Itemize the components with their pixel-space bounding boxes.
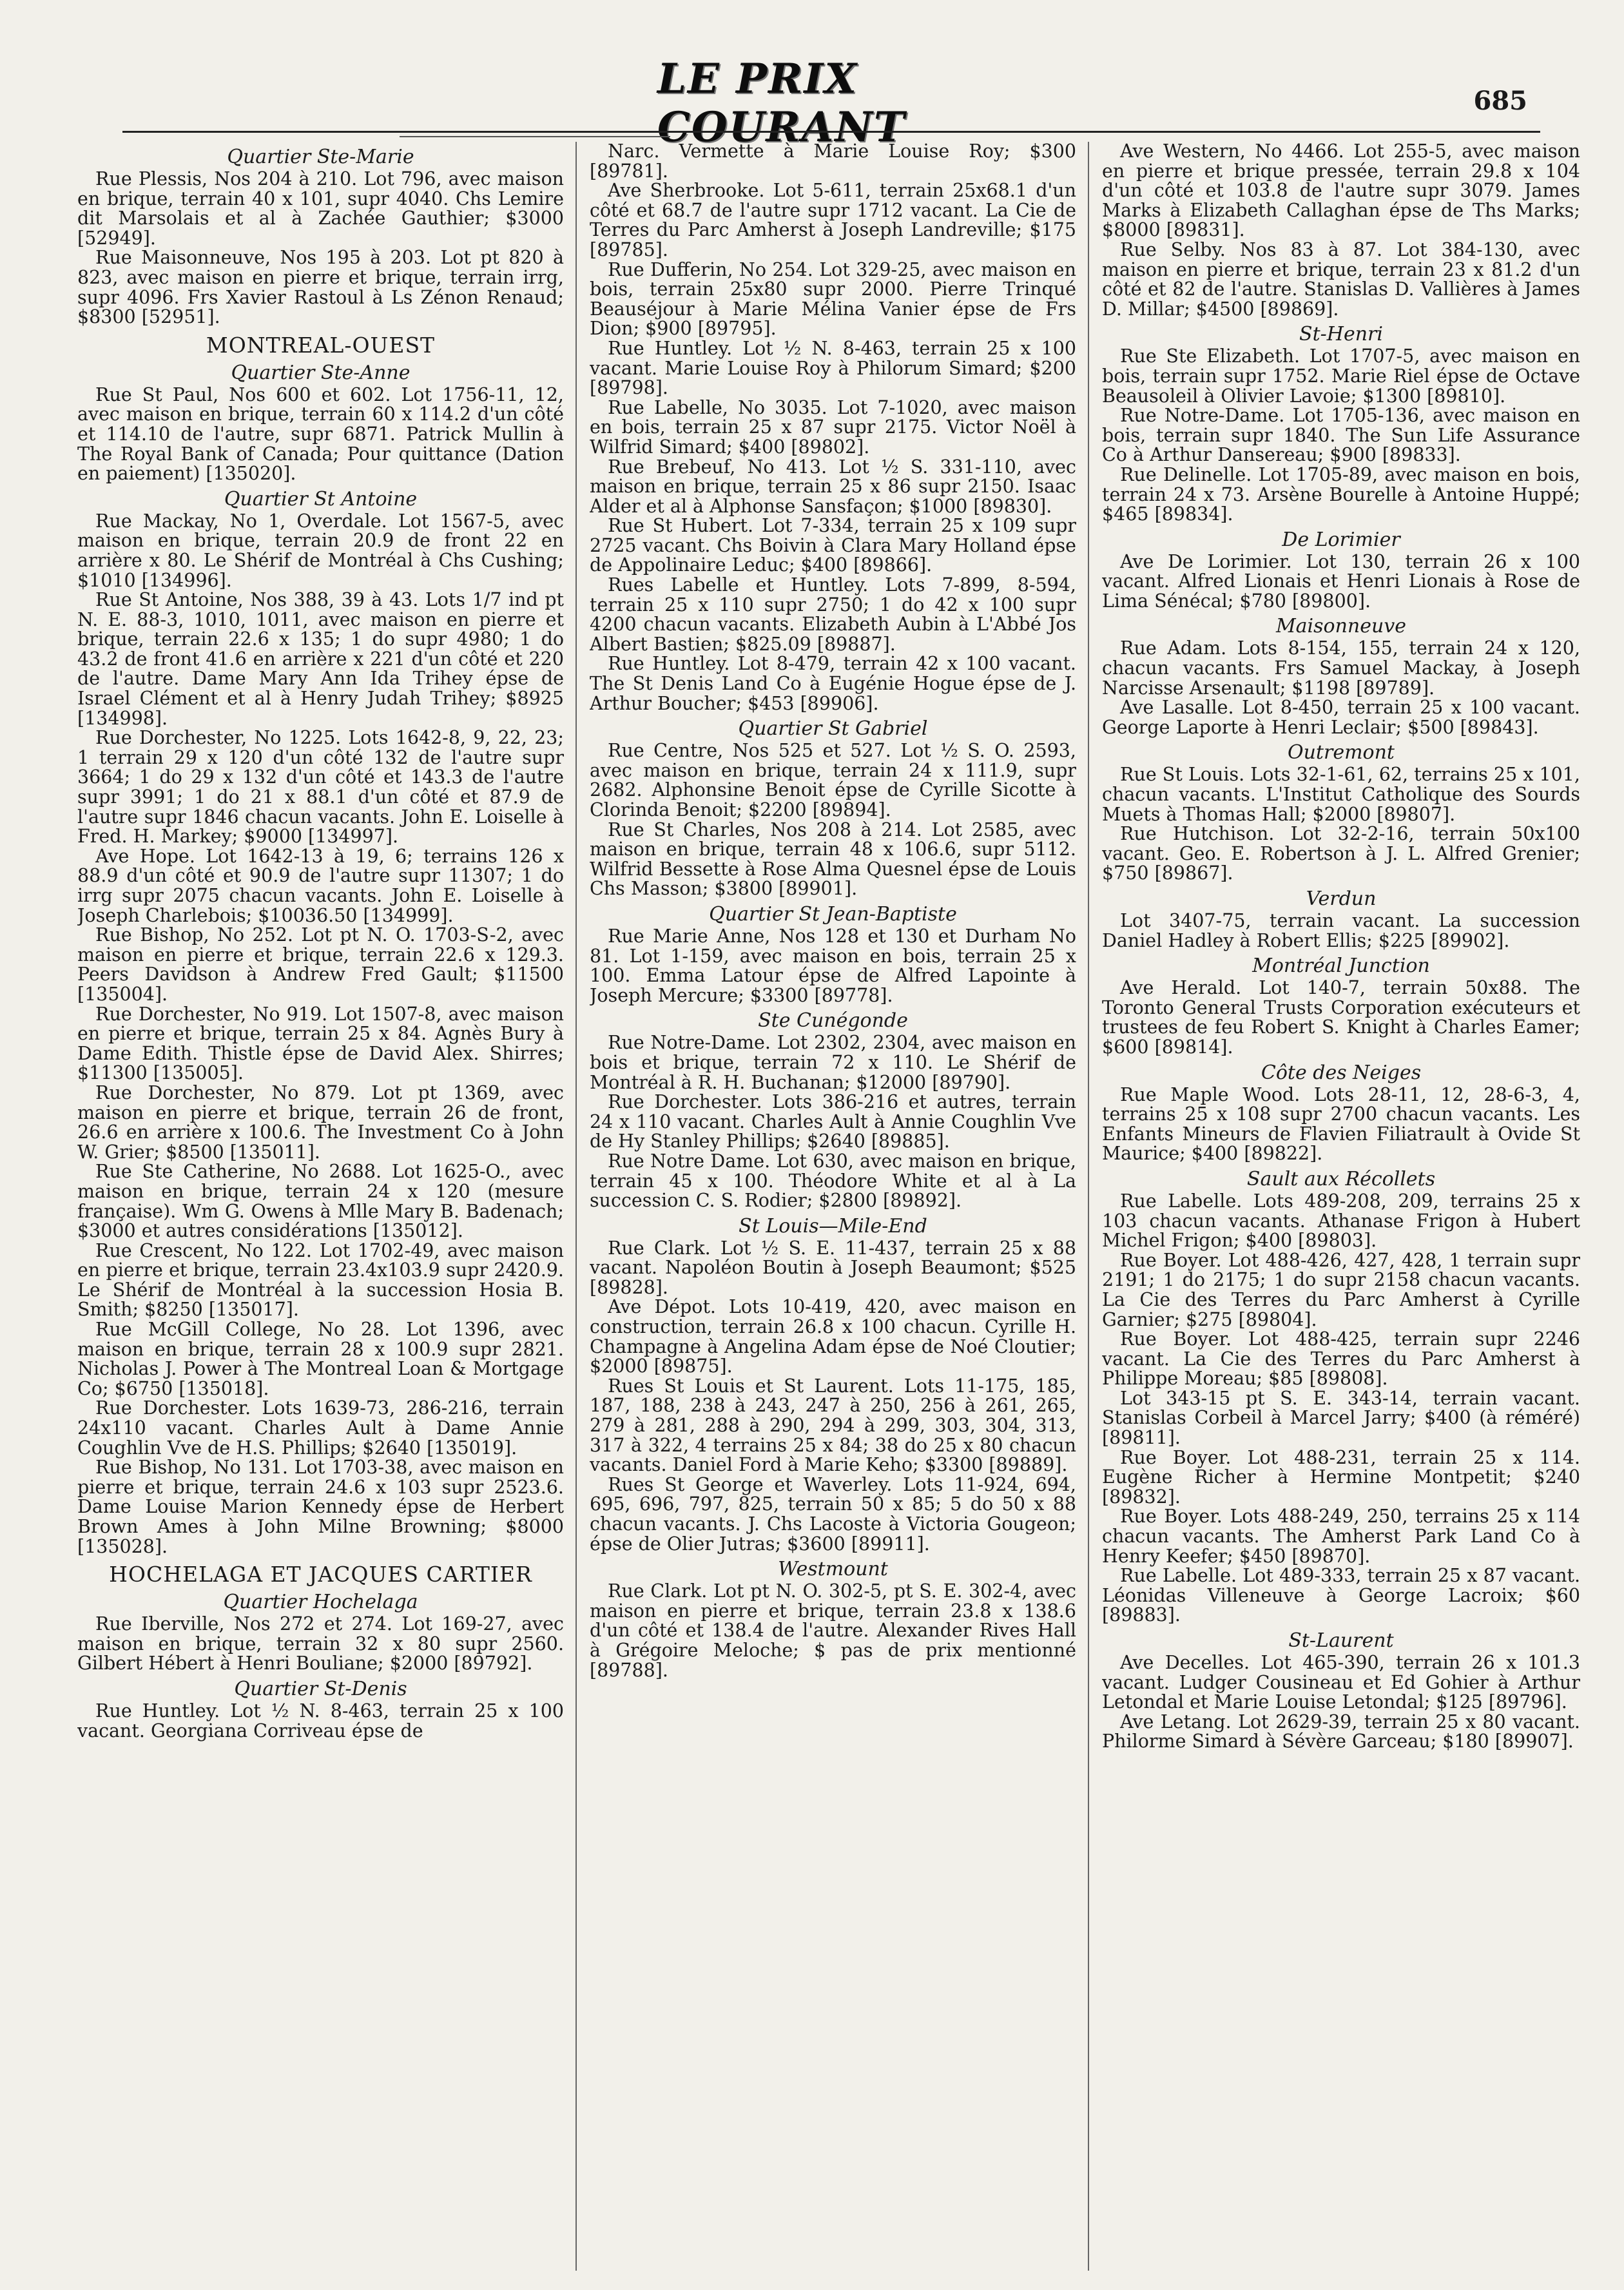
property-entry: Rue Dorchester, No 1225. Lots 1642-8, 9, 22, 23; 1 terrain 29 x 120 d'un côté 132 de l'autre supr 3664; 1 do 29 x 132 d'un côté et 143.3 de l'autre supr 3991; 1 do 21 x 88.1 d'un côté et 87.9 de l'autre supr 1846 chacun vacants. John E. Loiselle à Fred. H. Markey; $9000 [134997]. bbox=[77, 727, 564, 848]
property-entry: Rue Adam. Lots 8-154, 155, terrain 24 x 120, chacun vacants. Frs Samuel Mackay, à Joseph Narcisse Arsenault; $1198 [89789]. bbox=[1102, 637, 1580, 699]
property-entry: Rue Bishop, No 131. Lot 1703-38, avec maison en pierre et brique, terrain 24.6 x 103 supr 2523.6. Dame Louise Marion Kennedy épse de Herbert Brown Ames à John Milne Browning; $8000 [135028]. bbox=[77, 1457, 564, 1557]
property-entry: Rue Ste Elizabeth. Lot 1707-5, avec maison en bois, terrain supr 1752. Marie Riel épse de Octave Beausoleil à Olivier Lavoie; $1300 [89810]. bbox=[1102, 345, 1580, 407]
property-entry: Rue Marie Anne, Nos 128 et 130 et Durham No 81. Lot 1-159, avec maison en bois, terrain 25 x 100. Emma Latour épse de Alfred Lapointe à Joseph Mercure; $3300 [89778]. bbox=[590, 925, 1076, 1006]
property-entry: Rue Dorchester, No 919. Lot 1507-8, avec maison en pierre et brique, terrain 25 x 84. Agnès Bury à Dame Edith. Thistle épse de David Alex. Shirres; $11300 [135005]. bbox=[77, 1003, 564, 1084]
property-entry: Narc. Vermette à Marie Louise Roy; $300 [89781]. bbox=[590, 142, 1076, 182]
property-entry: Rue St Paul, Nos 600 et 602. Lot 1756-11, 12, avec maison en brique, terrain 60 x 114.2 d'un côté et 114.10 de l'autre, supr 6871. Patrick Mullin à The Royal Bank of Canada; Pour quittance (Dation en paiement) [135020]. bbox=[77, 383, 564, 485]
district-heading: Sault aux Récollets bbox=[1246, 1167, 1436, 1190]
property-entry: Rue Hutchison. Lot 32-2-16, terrain 50x100 vacant. Geo. E. Robertson à J. L. Alfred Grenier; $750 [89867]. bbox=[1102, 823, 1580, 884]
column-1 bbox=[77, 142, 577, 2271]
district-heading: Quartier St Gabriel bbox=[738, 717, 928, 741]
section-heading: MONTREAL-OUEST bbox=[206, 332, 436, 358]
district-heading: Quartier St Jean-Baptiste bbox=[709, 902, 957, 926]
district-heading: Montréal Junction bbox=[1252, 955, 1430, 978]
property-entry: Lot 343-15 pt S. E. 343-14, terrain vacant. Stanislas Corbeil à Marcel Jarry; $400 (à réméré) [89811]. bbox=[1102, 1387, 1580, 1449]
property-entry: Rue St Louis. Lots 32-1-61, 62, terrains 25 x 101, chacun vacants. L'Institut Catholique des Sourds Muets à Thomas Hall; $2000 [89807]. bbox=[1102, 764, 1580, 825]
district-heading: Quartier St Antoine bbox=[224, 487, 418, 510]
property-entry: Rue Labelle, No 3035. Lot 7-1020, avec maison en bois, terrain 25 x 87 supr 2175. Victor Noël à Wilfrid Simard; $400 [89802]. bbox=[590, 396, 1076, 458]
page-number: 685 bbox=[1473, 86, 1527, 116]
district-heading: St-Laurent bbox=[1288, 1629, 1394, 1652]
property-entry: Rues St George et Waverley. Lots 11-924, 694, 695, 696, 797, 825, terrain 50 x 85; 5 do 50 x 88 chacun vacants. J. Chs Lacoste à Victoria Gougeon; épse de Olier Jutras; $3600 [89911]. bbox=[590, 1473, 1076, 1555]
property-entry: Rue Maisonneuve, Nos 195 à 203. Lot pt 820 à 823, avec maison en pierre et brique, terrain irrg, supr 4096. Frs Xavier Rastoul à Ls Zénon Renaud; $8300 [52951]. bbox=[77, 247, 564, 328]
property-entry: Rue Dorchester. Lots 386-216 et autres, terrain 24 x 110 vacant. Charles Ault à Annie Coughlin Vve de Hy Stanley Phillips; $2640 [89885]. bbox=[590, 1091, 1076, 1152]
property-entry: Rues Labelle et Huntley. Lots 7-899, 8-594, terrain 25 x 110 supr 2750; 1 do 42 x 100 supr 4200 chacun vacants. Elizabeth Aubin à L'Abbé Jos Albert Bastien; $825.09 [89887]. bbox=[590, 574, 1076, 655]
property-entry: Rue Maple Wood. Lots 28-11, 12, 28-6-3, 4, terrains 25 x 108 supr 2700 chacun vacants. Les Enfants Mineurs de Flavien Filiatrault à Ovide St Maurice; $400 [89822]. bbox=[1102, 1083, 1580, 1165]
property-entry: Rue Dorchester, No 879. Lot pt 1369, avec maison en pierre et brique, terrain 26 de front, 26.6 en arrière x 100.6. The Investment Co à John W. Grier; $8500 [135011]. bbox=[77, 1082, 564, 1163]
property-entry: Rue St Charles, Nos 208 à 214. Lot 2585, avec maison en brique, terrain 48 x 106.6, supr 5112. Wilfrid Bessette à Rose Alma Quesnel épse de Louis Chs Masson; $3800 [89901]. bbox=[590, 819, 1076, 900]
property-entry: Rue Huntley. Lot 8-479, terrain 42 x 100 vacant. The St Denis Land Co à Eugénie Hogue épse de J. Arthur Boucher; $453 [89906]. bbox=[590, 653, 1076, 714]
property-entry: Rue Boyer. Lot 488-426, 427, 428, 1 terrain supr 2191; 1 do 2175; 1 do supr 2158 chacun vacants. La Cie des Terres du Parc Amherst à Cyrille Garnier; $275 [89804]. bbox=[1102, 1249, 1580, 1330]
property-entry: Rue Brebeuf, No 413. Lot ½ S. 331-110, avec maison en brique, terrain 25 x 86 supr 2150. Isaac Alder et al à Alphonse Sansfaçon; $1000 [89830]. bbox=[590, 456, 1076, 517]
district-heading: Outremont bbox=[1288, 741, 1395, 764]
property-entry: Rue Clark. Lot ½ S. E. 11-437, terrain 25 x 88 vacant. Napoléon Boutin à Joseph Beaumont; $525 [89828]. bbox=[590, 1237, 1076, 1298]
column-2 bbox=[590, 142, 1089, 2271]
property-entry: Rue Delinelle. Lot 1705-89, avec maison en bois, terrain 24 x 73. Arsène Bourelle à Antoine Huppé; $465 [89834]. bbox=[1102, 463, 1580, 525]
property-entry: Rue Labelle. Lot 489-333, terrain 25 x 87 vacant. Léonidas Villeneuve à George Lacroix; $60 [89883]. bbox=[1102, 1565, 1580, 1626]
property-entry: Rue Selby. Nos 83 à 87. Lot 384-130, avec maison en pierre et brique, terrain 23 x 81.2 d'un côté et 82 de l'autre. Stanislas D. Vallières à James D. Millar; $4500 [89869]. bbox=[1102, 238, 1580, 320]
masthead bbox=[77, 55, 1540, 151]
property-entry: Rue Dufferin, No 254. Lot 329-25, avec maison en bois, terrain 25x80 supr 2000. Pierre Trinqué Beauséjour à Marie Mélina Vanier épse de Frs Dion; $900 [89795]. bbox=[590, 258, 1076, 340]
property-entry: Rue Huntley. Lot ½ N. 8-463, terrain 25 x 100 vacant. Marie Louise Roy à Philorum Simard; $200 [89798]. bbox=[590, 337, 1076, 399]
property-entry: Rue Crescent, No 122. Lot 1702-49, avec maison en pierre et brique, terrain 23.4x103.9 supr 2420.9. Le Shérif de Montréal à la succession Hosia B. Smith; $8250 [135017]. bbox=[77, 1239, 564, 1321]
property-entry: Ave Sherbrooke. Lot 5-611, terrain 25x68.1 d'un côté et 68.7 de l'autre supr 1712 vacant. La Cie de Terres du Parc Amherst à Joseph Landreville; $175 [89785]. bbox=[590, 180, 1076, 260]
property-entry: Rue Clark. Lot pt N. O. 302-5, pt S. E. 302-4, avec maison en pierre et brique, terrain 23.8 x 138.6 d'un côté et 138.4 de l'autre. Alexander Rives Hall à Grégoire Meloche; $ pas de prix mentionné [89788]. bbox=[590, 1580, 1076, 1681]
property-entry: Rue Bishop, No 252. Lot pt N. O. 1703-S-2, avec maison en pierre et brique, terrain 22.6 x 129.3. Peers Davidson à Andrew Fred Gault; $11500 [135004]. bbox=[77, 924, 564, 1005]
property-entry: Ave Dépot. Lots 10-419, 420, avec maison en construction, terrain 26.8 x 100 chacun. Cyrille H. Champagne à Angelina Adam épse de Noé Cloutier; $2000 [89875]. bbox=[590, 1296, 1076, 1377]
property-entry: Rue Boyer. Lots 488-249, 250, terrains 25 x 114 chacun vacants. The Amherst Park Land Co à Henry Keefer; $450 [89870]. bbox=[1102, 1506, 1580, 1567]
district-heading: Quartier Hochelaga bbox=[223, 1591, 418, 1614]
property-entry: Rue Dorchester. Lots 1639-73, 286-216, terrain 24x110 vacant. Charles Ault à Dame Annie Coughlin Vve de H.S. Phillips; $2640 [135019]. bbox=[77, 1397, 564, 1459]
district-heading: Quartier St-Denis bbox=[234, 1677, 407, 1700]
property-entry: Rue Labelle. Lots 489-208, 209, terrains 25 x 103 chacun vacants. Athanase Frigon à Hubert Michel Frigon; $400 [89803]. bbox=[1102, 1190, 1580, 1252]
column-3 bbox=[1102, 142, 1592, 2271]
property-entry: Rue Ste Catherine, No 2688. Lot 1625-O., avec maison en brique, terrain 24 x 120 (mesure française). Wm G. Owens à Mlle Mary B. Badenach; $3000 et autres considérations [135012]. bbox=[77, 1161, 564, 1242]
property-entry: Rue St Antoine, Nos 388, 39 à 43. Lots 1/7 ind pt N. E. 88-3, 1010, 1011, avec maison en pierre et brique, terrain 22.6 x 135; 1 do supr 4980; 1 do 43.2 de front 41.6 en arrière x 221 d'un côté et 220 de l'autre. Dame Mary Ann Ida Trihey épse de Israel Clément et al à Henry Judah Trihey; $8925 [134998]. bbox=[77, 589, 564, 729]
district-heading: Côte des Neiges bbox=[1261, 1061, 1422, 1084]
district-heading: St-Henri bbox=[1299, 323, 1383, 346]
property-entry: Rue Mackay, No 1, Overdale. Lot 1567-5, avec maison en brique, terrain 20.9 de front 22 en arrière x 80. Le Shérif de Montréal à Chs Cushing; $1010 [134996]. bbox=[77, 510, 564, 591]
section-heading: HOCHELAGA ET JACQUES CARTIER bbox=[109, 1562, 532, 1587]
property-entry: Ave Lasalle. Lot 8-450, terrain 25 x 100 vacant. George Laporte à Henri Leclair; $500 [89843]. bbox=[1102, 697, 1580, 738]
header-rule bbox=[122, 131, 1540, 133]
property-entry: Ave Herald. Lot 140-7, terrain 50x88. The Toronto General Trusts Corporation exécuteurs et trustees de feu Robert S. Knight à Charles Eamer; $600 [89814]. bbox=[1102, 977, 1580, 1058]
property-entry: Ave Decelles. Lot 465-390, terrain 26 x 101.3 vacant. Ludger Cousineau et Ed Gohier à Arthur Letondal et Marie Louise Letondal; $125 [89796]. bbox=[1102, 1652, 1580, 1713]
property-entry: Ave De Lorimier. Lot 130, terrain 26 x 100 vacant. Alfred Lionais et Henri Lionais à Rose de Lima Sénécal; $780 [89800]. bbox=[1102, 550, 1580, 612]
publication-logo: LE PRIX COURANT bbox=[657, 55, 906, 151]
property-entry: Rue Boyer. Lot 488-231, terrain 25 x 114. Eugène Richer à Hermine Montpetit; $240 [89832]. bbox=[1102, 1446, 1580, 1508]
property-entry: Rue St Hubert. Lot 7-334, terrain 25 x 109 supr 2725 vacant. Chs Boivin à Clara Mary Holland épse de Appolinaire Leduc; $400 [89866]. bbox=[590, 515, 1076, 576]
property-entry: Rues St Louis et St Laurent. Lots 11-175, 185, 187, 188, 238 à 243, 247 à 250, 256 à 261, 265, 279 à 281, 288 à 290, 294 à 299, 303, 304, 313, 317 à 322, 4 terrains 25 x 84; 38 do 25 x 80 chacun vacants. Daniel Ford à Marie Keho; $3300 [89889]. bbox=[590, 1375, 1076, 1476]
property-entry: Rue Centre, Nos 525 et 527. Lot ½ S. O. 2593, avec maison en brique, terrain 24 x 111.9, supr 2682. Alphonsine Benoit épse de Cyrille Sicotte à Clorinda Benoit; $2200 [89894]. bbox=[590, 740, 1076, 820]
property-entry: Rue Notre Dame. Lot 630, avec maison en brique, terrain 45 x 100. Théodore White et al à La succession C. S. Rodier; $2800 [89892]. bbox=[590, 1150, 1076, 1212]
header-rule-secondary bbox=[400, 136, 670, 137]
property-entry: Rue Boyer. Lot 488-425, terrain supr 2246 vacant. La Cie des Terres du Parc Amherst à Philippe Moreau; $85 [89808]. bbox=[1102, 1328, 1580, 1390]
property-entry: Ave Western, No 4466. Lot 255-5, avec maison en pierre et brique pressée, terrain 29.8 x 104 d'un côté et 103.8 de l'autre supr 3079. James Marks à Elizabeth Callaghan épse de Ths Marks; $8000 [89831]. bbox=[1102, 142, 1580, 241]
district-heading: Quartier Ste-Marie bbox=[227, 146, 414, 168]
district-heading: Westmount bbox=[778, 1558, 888, 1581]
property-entry: Rue Notre-Dame. Lot 1705-136, avec maison en bois, terrain supr 1840. The Sun Life Assurance Co à Arthur Dansereau; $900 [89833]. bbox=[1102, 405, 1580, 466]
property-entry: Rue Plessis, Nos 204 à 210. Lot 796, avec maison en brique, terrain 40 x 101, supr 4040. Chs Lemire dit Marsolais et al à Zachée Gauthier; $3000 [52949]. bbox=[77, 168, 564, 249]
district-heading: Verdun bbox=[1306, 888, 1377, 910]
property-entry: Ave Letang. Lot 2629-39, terrain 25 x 80 vacant. Philorme Simard à Sévère Garceau; $180 [89907]. bbox=[1102, 1711, 1580, 1752]
district-heading: St Louis—Mile-End bbox=[739, 1214, 927, 1237]
property-entry: Rue Notre-Dame. Lot 2302, 2304, avec maison en bois et brique, terrain 72 x 110. Le Shérif de Montréal à R. H. Buchanan; $12000 [89790]. bbox=[590, 1032, 1076, 1093]
columns-container bbox=[77, 142, 1580, 2271]
district-heading: Ste Cunégonde bbox=[758, 1009, 908, 1033]
property-entry: Ave Hope. Lot 1642-13 à 19, 6; terrains 126 x 88.9 d'un côté et 90.9 de l'autre supr 11307; 1 do irrg supr 2075 chacun vacants. John E. Loiselle à Joseph Charlebois; $10036.50 [134999]. bbox=[77, 845, 564, 926]
district-heading: Quartier Ste-Anne bbox=[231, 361, 411, 384]
property-entry: Rue Iberville, Nos 272 et 274. Lot 169-27, avec maison en brique, terrain 32 x 80 supr 2560. Gilbert Hébert à Henri Bouliane; $2000 [89792]. bbox=[77, 1613, 564, 1674]
district-heading: De Lorimier bbox=[1282, 528, 1400, 551]
property-entry: Lot 3407-75, terrain vacant. La succession Daniel Hadley à Robert Ellis; $225 [89902]. bbox=[1102, 910, 1580, 951]
property-entry: Rue McGill College, No 28. Lot 1396, avec maison en brique, terrain 28 x 100.9 supr 2821. Nicholas J. Power à The Montreal Loan & Mortgage Co; $6750 [135018]. bbox=[77, 1319, 564, 1399]
property-entry: Rue Huntley. Lot ½ N. 8-463, terrain 25 x 100 vacant. Georgiana Corriveau épse de bbox=[77, 1700, 564, 1742]
district-heading: Maisonneuve bbox=[1275, 615, 1407, 638]
